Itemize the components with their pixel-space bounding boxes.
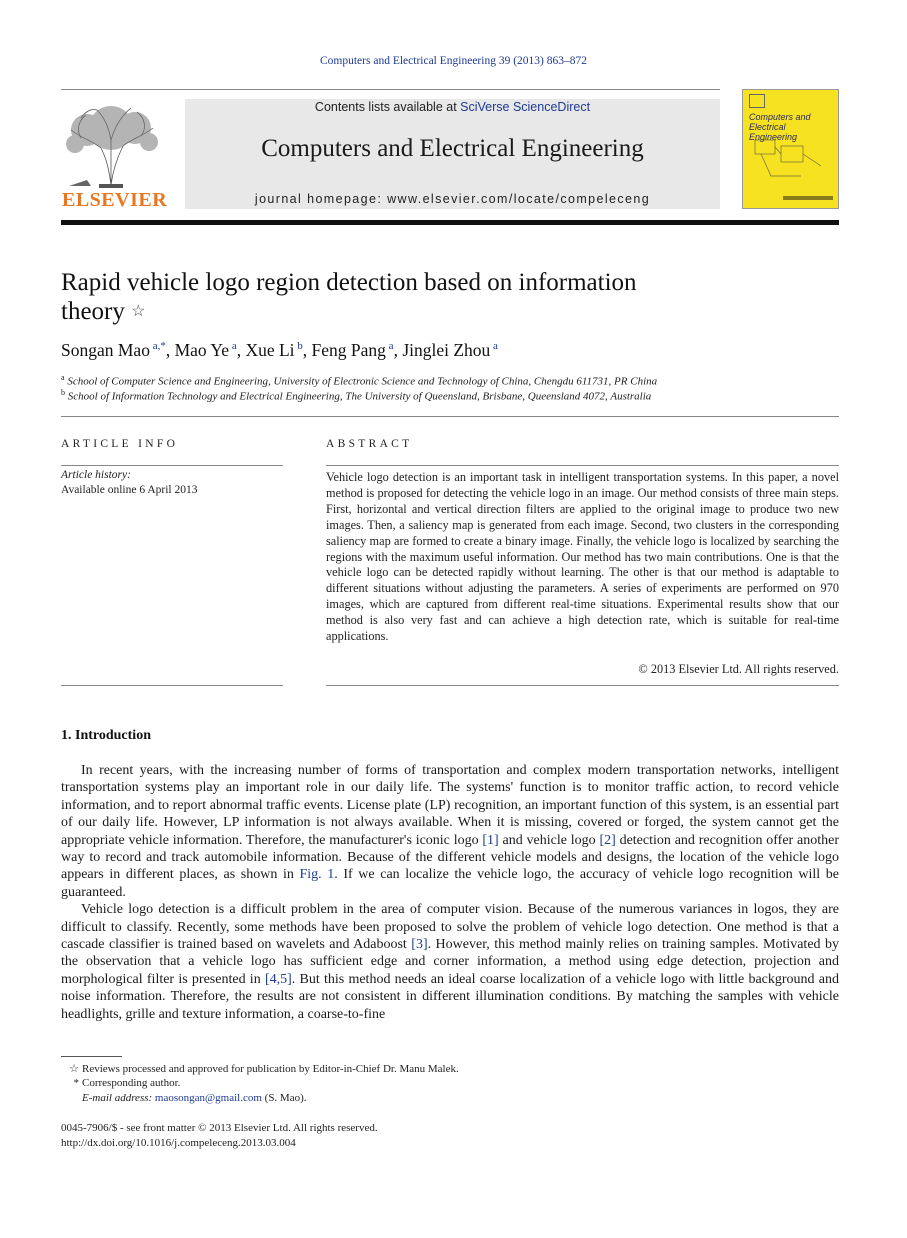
author-affil-mark[interactable]: a <box>388 340 394 353</box>
cover-graphic <box>751 136 831 186</box>
abstract-bottom-rule <box>326 685 839 686</box>
section-heading-introduction: 1. Introduction <box>61 728 151 743</box>
email-link[interactable]: maosongan@gmail.com <box>154 1092 262 1104</box>
author-name: Songan Mao <box>61 340 150 360</box>
figure-link[interactable]: Fig. 1 <box>299 867 335 883</box>
header-top-rule <box>61 89 720 90</box>
author-name: Mao Ye <box>174 340 230 360</box>
cover-title: Computers and Electrical Engineering <box>749 112 811 142</box>
review-footnote: ☆ Reviews processed and approved for publication by Editor-in-Chief Dr. Manu Malek. <box>69 1063 459 1075</box>
doi-link[interactable]: http://dx.doi.org/10.1016/j.compeleceng.2013.03.004 <box>61 1137 296 1149</box>
cover-logo-icon <box>749 94 765 108</box>
article-info-bottom-rule <box>61 685 283 686</box>
journal-homepage[interactable]: journal homepage: www.elsevier.com/locate/compeleceng <box>254 192 651 206</box>
intro-paragraph-1: In recent years, with the increasing number of forms of transportation and complex modern transportation networks, intelligent transportation systems play an important role in our daily life. The systems' function is to monitor traffic action, to record vehicle information, and to report abnormal traffic events. License plate (LP) recognition, an important function of this system, is an essential part of our daily life. However, LP information is not always available. When it is missing, covered or forged, the system cannot get the appropriate vehicle information. Therefore, the manufacturer's iconic logo [1] and vehicle logo [2] detection and recognition offer another way to record and track automobile information. Because of the different vehicle models and designs, the location of the vehicle logo appears in different places, as shown in Fig. 1. If we can localize the vehicle logo, the accuracy of vehicle logo recognition will be guaranteed. <box>61 763 839 900</box>
issn-line: 0045-7906/$ - see front matter © 2013 Elsevier Ltd. All rights reserved. <box>61 1122 378 1134</box>
abstract-rule <box>326 465 839 466</box>
journal-reference[interactable]: Computers and Electrical Engineering 39 (2013) 863–872 <box>320 55 587 67</box>
journal-cover-thumbnail <box>742 89 839 209</box>
abstract-text: Vehicle logo detection is an important task in intelligent transportation systems. In this paper, a novel method is proposed for detecting the vehicle logo in an image. Our method consists of three main steps. First, horizontal and vertical direction filters are applied to the original image to produce two new images. Then, a saliency map is generated from each image. Second, two clusters in the corresponding saliency map are formed to create a binary image. Finally, the vehicle logo is localized by searching the regions with the maximum useful information. Our method has two main contributions. One is that the vehicle logo can be detected rapidly without learning. The other is that our method is adaptable to different situations without adjusting the parameters. A series of experiments are performed on 970 images, which are captured from different real-time situations. Experimental results show that our method is also very fast and can achieve a high detection rate, which is suitable for real-time applications. <box>326 470 839 644</box>
citation-link[interactable]: [1] <box>482 832 499 848</box>
author-name: Xue Li <box>245 340 295 360</box>
affiliation-rule <box>61 416 839 417</box>
title-footnote-mark[interactable]: ☆ <box>131 303 146 320</box>
affiliation-a: $^a$ School of Computer Science and Engineering, University of Electronic Science and Technology of China, Chengdu 611731, PR China <box>61 373 658 388</box>
journal-title: Computers and Electrical Engineering <box>261 135 644 162</box>
article-info-rule <box>61 465 283 466</box>
citation-link[interactable]: [4,5] <box>264 971 292 987</box>
corresponding-author-footnote: * Corresponding author. <box>73 1077 181 1089</box>
author-affil-mark[interactable]: b <box>297 340 303 353</box>
footnote-rule <box>61 1056 122 1057</box>
email-footnote: E-mail address: maosongan@gmail.com (S. Mao). <box>82 1092 307 1104</box>
intro-body <box>61 762 839 1023</box>
citation-link[interactable]: [2] <box>599 832 616 848</box>
affiliation-b: $^b$ School of Information Technology and Electrical Engineering, The University of Queensland, Brisbane, Queensland 4072, Australia <box>61 388 652 403</box>
citation-link[interactable]: [3] <box>411 937 428 953</box>
article-info-heading: ARTICLE INFO <box>61 438 179 450</box>
elsevier-wordmark: ELSEVIER <box>62 189 168 211</box>
author-affil-mark[interactable]: a <box>231 340 237 353</box>
intro-paragraph-2: Vehicle logo detection is a difficult problem in the area of computer vision. Because of the numerous variances in logos, they are difficult to classify. Recently, some methods have been proposed to solve the problem of vehicle logo detection. One method is that a cascade classifier is trained based on wavelets and Adaboost [3]. However, this method mainly relies on training samples. Motivated by the observation that a vehicle logo has sufficient edge and corner information, a method using edge detection, projection and morphological filter is presented in [4,5]. But this method needs an ideal coarse localization of a vehicle logo with little background and noise information. Therefore, the results are not consistent in different illumination conditions. By matching the samples with vehicle headlights, grille and texture information, a coarse-to-fine <box>61 902 839 1022</box>
author-name: Feng Pang <box>311 340 386 360</box>
available-online-date: Available online 6 April 2013 <box>61 484 198 496</box>
author-affil-mark[interactable]: a <box>493 340 498 353</box>
author-list: Songan Mao $^{a,*}$, Mao Ye $^a$, Xue Li $^b$, Feng Pang $^a$, Jinglei Zhou $^a$ <box>61 340 498 360</box>
abstract-copyright: © 2013 Elsevier Ltd. All rights reserved. <box>638 662 839 676</box>
article-history-label: Article history: <box>61 469 131 481</box>
author-name: Jinglei Zhou <box>402 340 491 360</box>
author-affil-mark[interactable]: a,* <box>152 340 166 353</box>
abstract-heading: ABSTRACT <box>326 438 413 450</box>
header-thick-rule <box>61 220 839 225</box>
cover-publisher-strip <box>783 196 833 200</box>
contents-available-line: Contents lists available at SciVerse ScienceDirect <box>314 100 591 114</box>
paper-title: Rapid vehicle logo region detection based on information theory ☆ <box>61 269 637 325</box>
sciencedirect-link[interactable]: SciVerse ScienceDirect <box>460 100 591 114</box>
